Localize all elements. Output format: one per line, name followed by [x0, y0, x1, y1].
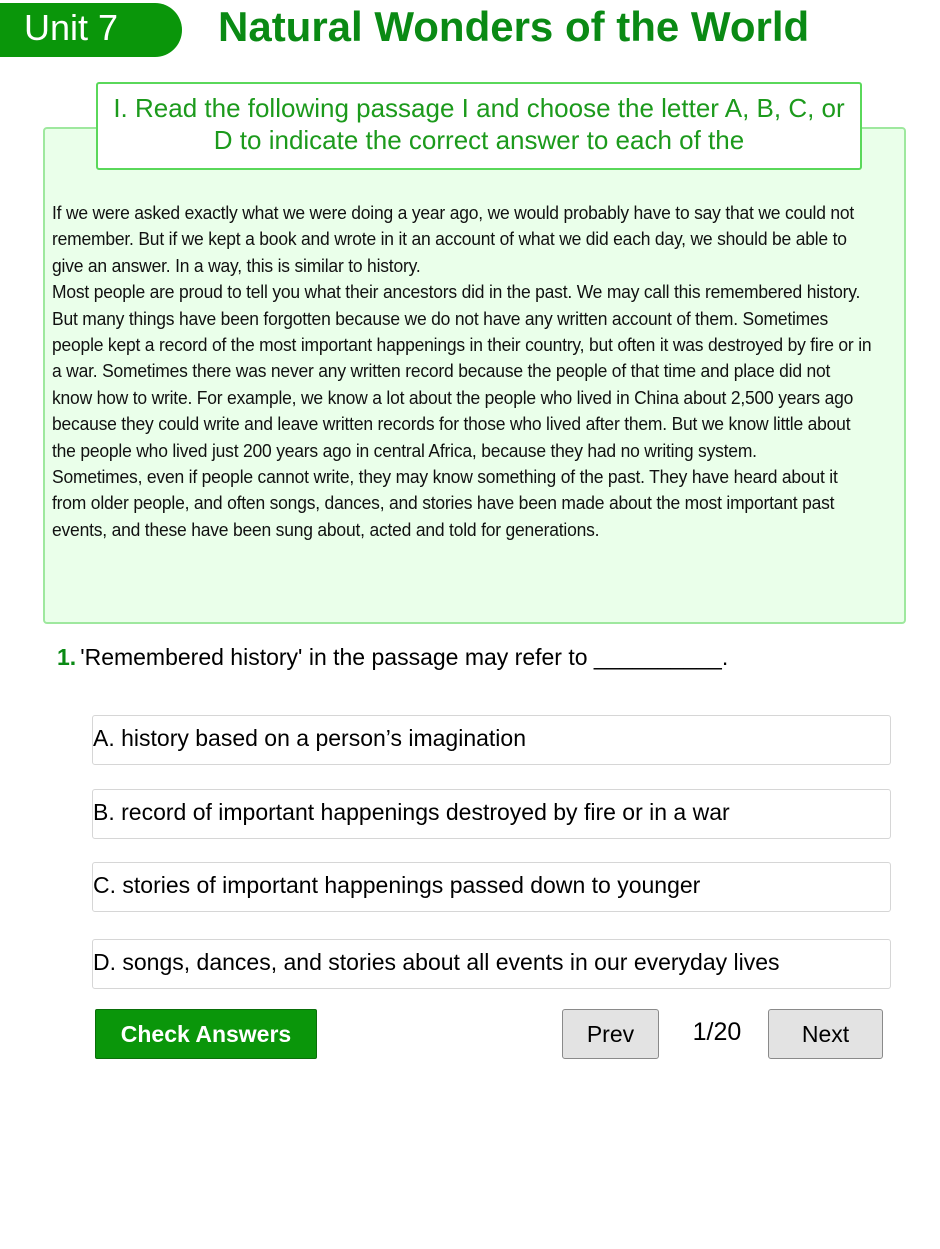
prev-button[interactable]: Prev	[562, 1009, 659, 1059]
answer-option-b[interactable]	[92, 789, 891, 839]
answer-option-d[interactable]	[92, 939, 891, 989]
question-text: 'Remembered history' in the passage may refer to __________.	[80, 644, 729, 670]
answer-option-label: C. stories of important happenings passed down to younger	[93, 872, 701, 898]
reading-passage	[52, 200, 875, 543]
check-answers-button[interactable]: Check Answers	[95, 1009, 317, 1059]
answer-option-label: D. songs, dances, and stories about all events in our everyday lives	[93, 949, 780, 975]
page-title: Natural Wonders of the World	[218, 3, 810, 50]
question-prompt	[57, 641, 728, 673]
answer-option-c[interactable]	[92, 862, 891, 912]
page-indicator: 1/20	[692, 1018, 742, 1046]
next-button[interactable]: Next	[768, 1009, 883, 1059]
answer-option-a[interactable]	[92, 715, 891, 765]
question-number: 1.	[57, 644, 77, 670]
instruction-box: I. Read the following passage I and choose the letter A, B, C, or D to indicate the correct answer to each of the	[96, 82, 862, 170]
answer-option-label: A. history based on a person’s imagination	[93, 725, 527, 751]
answer-option-label: B. record of important happenings destroyed by fire or in a war	[93, 799, 730, 825]
passage-paragraph: If we were asked exactly what we were doing a year ago, we would probably have to say that we could not remember. But if we kept a book and wrote in it an account of what we did each day, we should be able to give an answer. In a way, this is similar to history.	[52, 203, 855, 276]
unit-badge: Unit 7	[0, 3, 182, 57]
passage-paragraph: Most people are proud to tell you what their ancestors did in the past. We may call this remembered history. But many things have been forgotten because we do not have any written account of them. Sometimes people kept a record of the most important happenings in their country, but often it was destroyed by fire or in a war. Sometimes there was never any written record because the people of that time and place did not know how to write. For example, we know a lot about the people who lived in China about 2,500 years ago because they could write and leave written records for those who lived after them. But we know little about the people who lived just 200 years ago in central Africa, because they had no writing system.	[52, 282, 872, 461]
passage-paragraph: Sometimes, even if people cannot write, they may know something of the past. They have heard about it from older people, and often songs, dances, and stories have been made about the most important past events, and these have been sung about, acted and told for generations.	[52, 467, 838, 540]
